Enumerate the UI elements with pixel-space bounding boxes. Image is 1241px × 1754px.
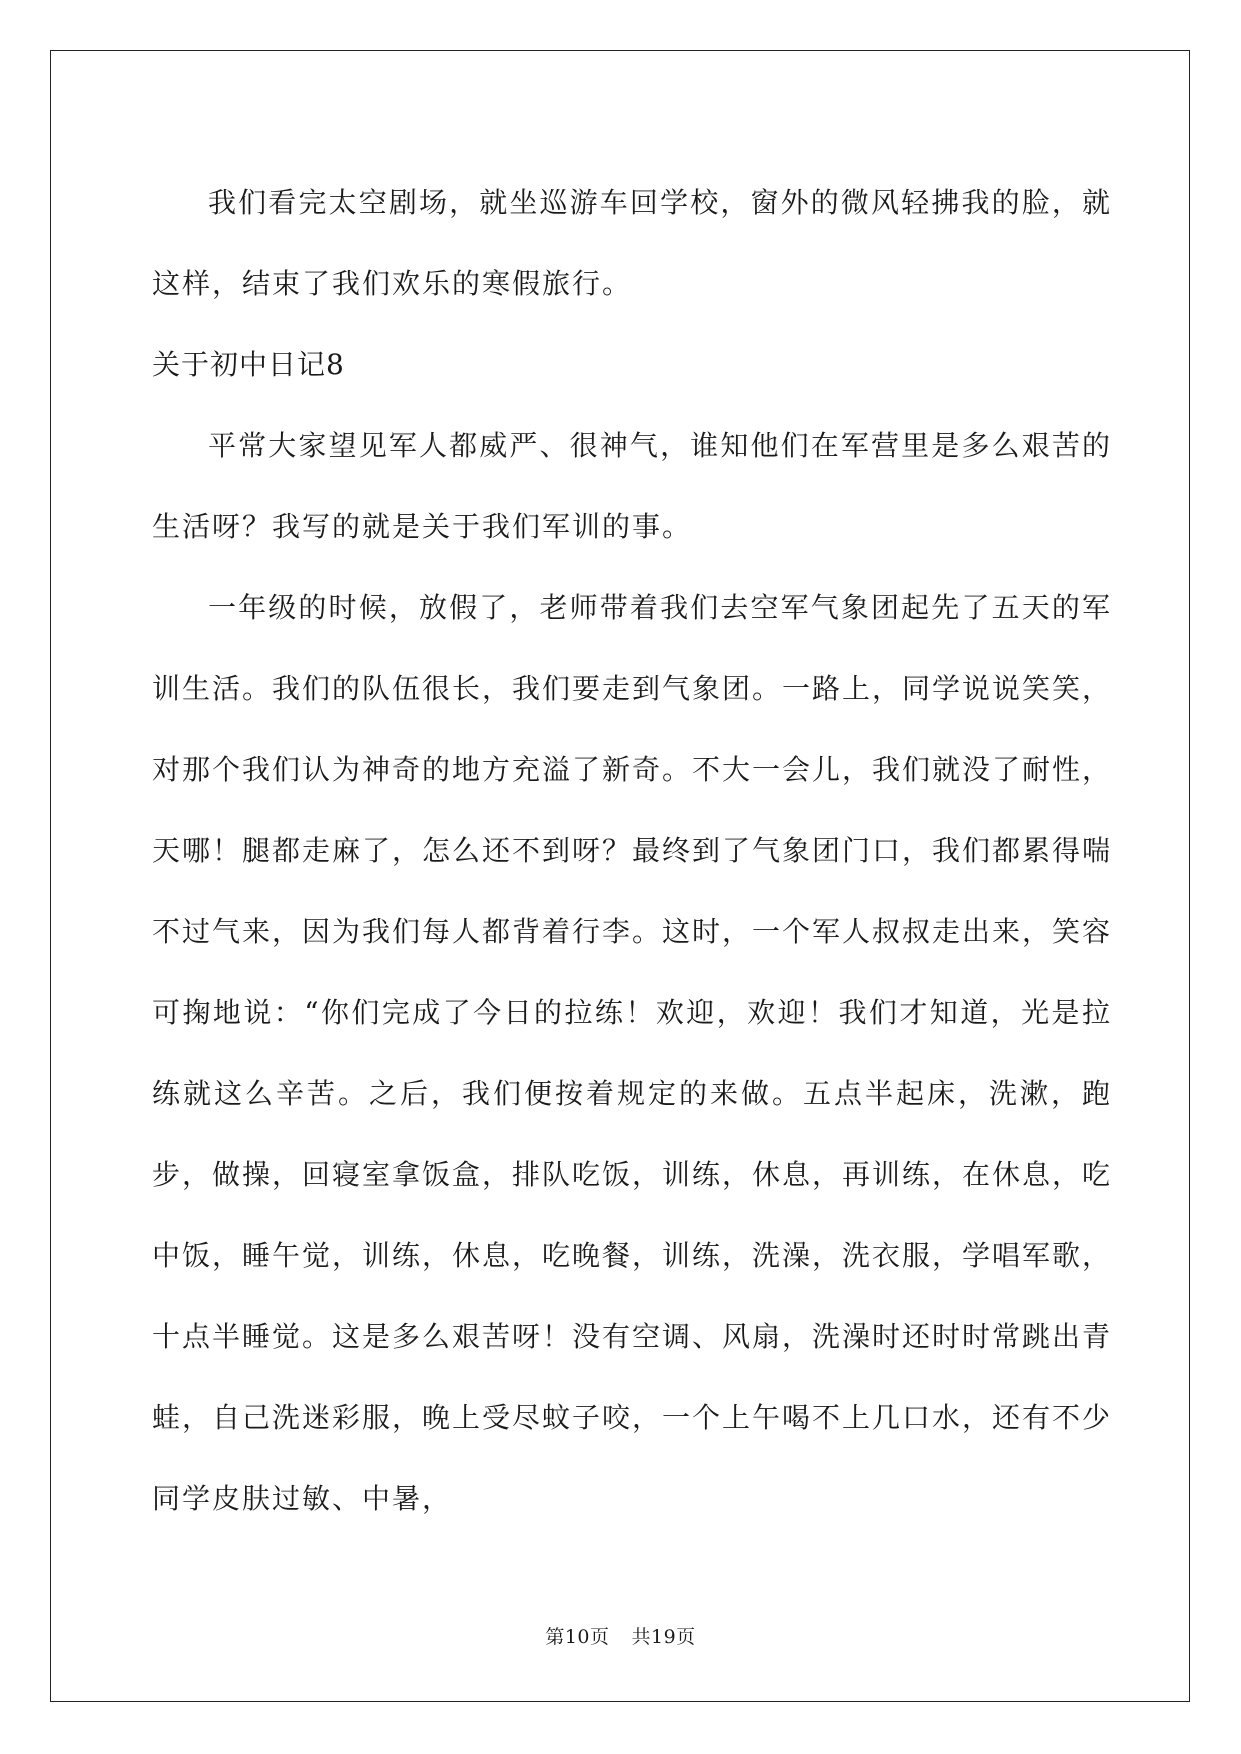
paragraph-intro: 平常大家望见军人都威严、很神气，谁知他们在军营里是多么艰苦的生活呀？我写的就是关于我们军训的事。 [152, 429, 1112, 543]
current-page-number: 第10页 [545, 1626, 610, 1648]
page-footer [0, 1622, 1241, 1649]
document-body [152, 162, 1112, 1539]
section-heading: 关于初中日记8 [152, 348, 345, 381]
paragraph-travel-ending: 我们看完太空剧场，就坐巡游车回学校，窗外的微风轻拂我的脸，就这样，结束了我们欢乐的寒假旅行。 [152, 186, 1112, 300]
paragraph-military-training: 一年级的时候，放假了，老师带着我们去空军气象团起先了五天的军训生活。我们的队伍很长，我们要走到气象团。一路上，同学说说笑笑，对那个我们认为神奇的地方充溢了新奇。不大一会儿，我们就没了耐性，天哪！腿都走麻了，怎么还不到呀？最终到了气象团门口，我们都累得喘不过气来，因为我们每人都背着行李。这时，一个军人叔叔走出来，笑容可掬地说：“你们完成了今日的拉练！欢迎，欢迎！我们才知道，光是拉练就这么辛苦。之后，我们便按着规定的来做。五点半起床，洗漱，跑步，做操，回寝室拿饭盒，排队吃饭，训练，休息，再训练，在休息，吃中饭，睡午觉，训练，休息，吃晚餐，训练，洗澡，洗衣服，学唱军歌，十点半睡觉。这是多么艰苦呀！没有空调、风扇，洗澡时还时时常跳出青蛙，自己洗迷彩服，晚上受尽蚊子咬，一个上午喝不上几口水，还有不少同学皮肤过敏、中暑， [152, 591, 1113, 1515]
total-page-count: 共19页 [631, 1626, 696, 1648]
